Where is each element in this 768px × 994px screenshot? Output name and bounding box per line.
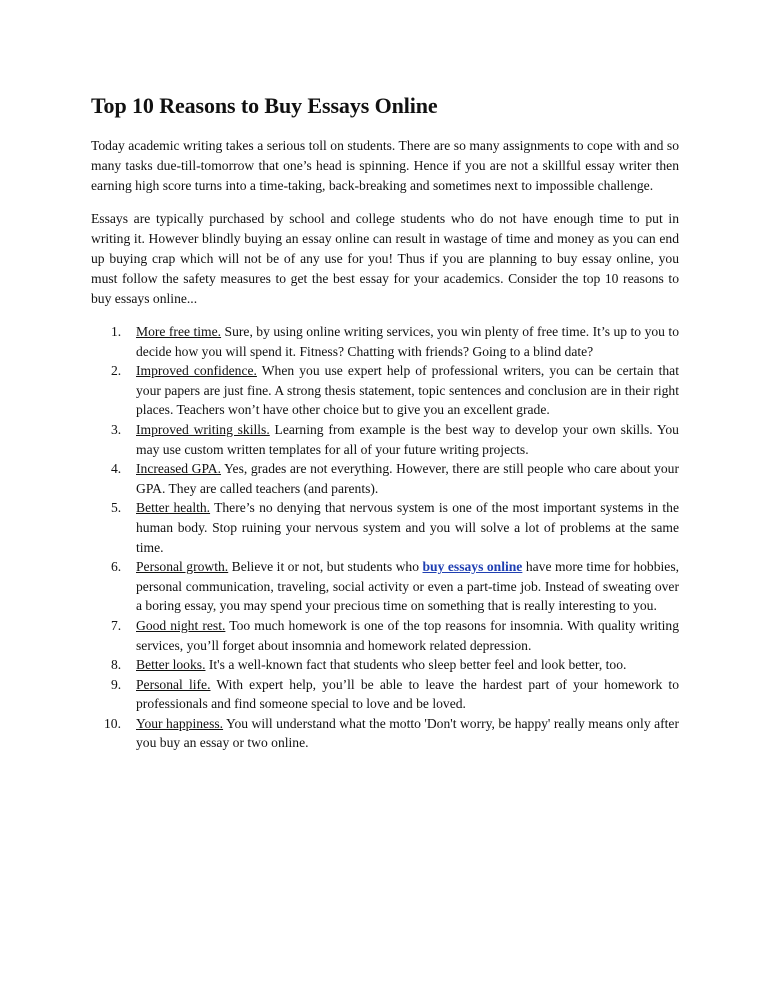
list-number: 9. [111,676,122,692]
reason-heading: Personal life. [136,676,211,692]
list-number: 2. [111,363,122,379]
context-paragraph: Essays are typically purchased by school and college students who do not have enough time to put in writing it. However blindly buying an essay online can result in wastage of time and money as you can end up buying crap which will not be of any use for you! Thus if you are planning to buy essay online, you must follow the safety measures to get the best essay for your academics. Consider the top 10 reasons to buy essays online... [91,211,679,306]
reason-heading: Increased GPA. [136,461,221,477]
list-number: 10. [104,715,121,731]
list-item [91,557,679,616]
list-item [91,714,679,753]
reason-heading: Personal growth. [136,559,229,575]
reason-text: have more time for hobbies, personal communication, traveling, social activity or even a part-time job. Instead of sweating over a boring essay, you may spend your precious time on something that is really interesting to you. [136,559,680,614]
list-item [91,361,679,420]
reason-text: There’s no denying that nervous system is one of the most important systems in the human body. Stop ruining your nervous system and you will solve a lot of problems at the same time. [136,500,679,555]
buy-essays-online-link[interactable]: buy essays online [422,559,523,575]
list-number: 7. [111,617,122,633]
reason-text: Too much homework is one of the top reasons for insomnia. With quality writing services, you’ll forget about insomnia and homework related depression. [136,617,679,653]
list-number: 8. [111,657,122,673]
list-item [91,459,679,498]
reason-heading: Improved confidence. [136,363,257,379]
list-item [91,498,679,557]
intro-paragraph: Today academic writing takes a serious toll on students. There are so many assignments to cope with and so many tasks due-till-tomorrow that one’s head is spinning. Hence if you are not a skillful essay writer then earning high score turns into a time-taking, back-breaking and sometimes next to impossible challenge. [91,138,679,193]
reason-heading: Better looks. [136,657,206,673]
list-item [91,616,679,655]
list-number: 5. [111,500,122,516]
list-number: 1. [111,324,122,339]
reason-text: With expert help, you’ll be able to leave the hardest part of your homework to professionals and find someone special to love and be loved. [136,676,679,712]
reason-text: Yes, grades are not everything. However, there are still people who care about your GPA. They are called teachers (and parents). [136,461,679,496]
reason-text: Learning from example is the best way to develop your own skills. You may use custom written templates for all of your future writing projects. [136,421,679,457]
list-item [91,675,679,714]
reason-heading: Better health. [136,500,211,516]
list-item [91,322,679,361]
list-item [91,420,679,459]
list-number: 3. [111,421,122,437]
reason-text: Sure, by using online writing services, you win plenty of free time. It’s up to you to decide how you will spend it. Fitness? Chatting with friends? Going to a blind date? [136,324,679,359]
reasons-list [91,322,679,753]
list-number: 4. [111,461,122,477]
list-item [91,655,679,675]
reason-text: You will understand what the motto 'Don't worry, be happy' really means only after you buy an essay or two online. [136,715,679,751]
reason-text: Believe it or not, but students who [228,559,423,575]
list-number: 6. [111,559,122,575]
reason-text: When you use expert help of professional writers, you can be certain that your papers are just fine. A strong thesis statement, topic sentences and conclusion are in their right places. Teachers won’t have other choice but to give you an excellent grade. [136,363,679,418]
reason-heading: Good night rest. [136,617,226,633]
reason-heading: Improved writing skills. [136,421,270,437]
document-title: Top 10 Reasons to Buy Essays Online [91,93,438,118]
reason-text: It's a well-known fact that students who sleep better feel and look better, too. [205,657,627,673]
reason-heading: Your happiness. [136,715,224,731]
reason-heading: More free time. [136,324,222,339]
